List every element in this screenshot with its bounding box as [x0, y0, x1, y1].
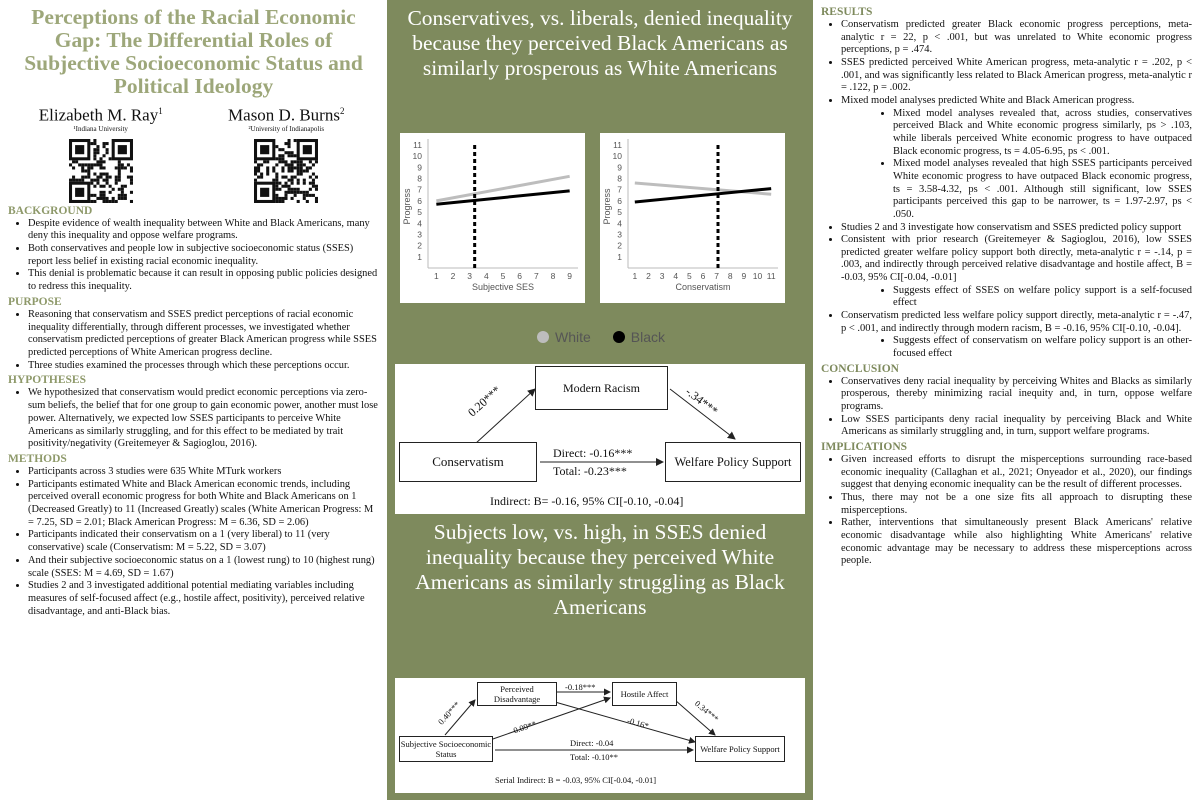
y-tick-label: 1 [617, 251, 622, 262]
y-tick-label: 11 [413, 140, 422, 150]
indirect-effect: Indirect: B= -0.16, 95% CI[-0.10, -0.04] [490, 494, 684, 508]
x-tick-label: 9 [741, 271, 747, 281]
x-tick-label: 5 [686, 271, 692, 281]
figure-heading-1: Conservatives, vs. liberals, denied inequality because they perceived Black Americans as similarly prosperous as White Americans [407, 6, 793, 80]
bullet-item [841, 517, 1192, 568]
x-tick-label: 3 [659, 271, 665, 281]
x-tick-label: 5 [500, 271, 506, 281]
section-heading: BACKGROUND [8, 204, 93, 217]
chart-conservatism-progress [600, 133, 785, 303]
x-tick-label: 8 [550, 271, 556, 281]
y-tick-label: 10 [612, 151, 622, 162]
sub-bullet-item: • Mixed model analyses revealed that high SSES participants perceived White economic progress to have outpaced Black economic progress, ts = 3.58-4.32, ps < .001. Although still significant, low SSES participants perceived this gap to be narrower, ts = 1.97-2.97, ps < .050. [893, 158, 1192, 221]
node-welfare-policy-support: Welfare Policy Support [665, 442, 801, 482]
y-tick-label: 5 [617, 207, 622, 218]
path-label-m1-m2: -0.18*** [565, 682, 596, 692]
bullet-item: • This denial is problematic because it can result in opposing public policies designed to redress this inequality. [28, 268, 379, 293]
y-tick-label: 9 [417, 162, 422, 173]
y-tick-label: 7 [417, 184, 422, 195]
y-tick-label: 8 [417, 173, 422, 184]
y-tick-label: 7 [617, 184, 622, 195]
bullet-item [841, 234, 1192, 310]
path-label-total-2: Total: -0.10** [570, 752, 619, 762]
section-heading: HYPOTHESES [8, 374, 86, 387]
bullet-list [821, 376, 1192, 439]
path-label-b: -.34*** [682, 384, 721, 419]
qr-finder-center [118, 145, 127, 154]
path-label-m2-y: 0.34*** [693, 698, 721, 724]
right-column [813, 0, 1200, 800]
legend-white-label: White [555, 329, 591, 345]
author-affiliation: ¹Indiana University [73, 124, 128, 133]
chart-ses-progress [400, 133, 585, 303]
bullet-text: Rather, interventions that simultaneously present Black Americans' relative economic disadvantage while also highlighting White Americans' relative economic advantage may be necessary to address these misperceptions across people. [841, 517, 1192, 567]
author-sup: 2 [339, 106, 345, 116]
path-label-total: Total: -0.23*** [553, 464, 627, 478]
bullet-text: Conservatism predicted less welfare policy support directly, meta-analytic r = -.47, p < .001, and indirectly through modern racism, B = -0.16, 95% CI[-0.10, -0.04]. [841, 310, 1192, 334]
qr-finder-center [75, 187, 84, 196]
x-tick-label: 2 [450, 271, 456, 281]
path-label-direct: Direct: -0.16*** [553, 446, 633, 460]
x-tick-label: 4 [673, 271, 679, 281]
section-heading: CONCLUSION [821, 362, 899, 375]
figure-heading-2: Subjects low, vs. high, in SSES denied inequality because they perceived White Americans as similarly struggling as Black Americans [415, 520, 785, 619]
bullet-item [841, 310, 1192, 361]
bullet-item [841, 414, 1192, 439]
x-tick-label: 6 [700, 271, 706, 281]
bullet-text: Low SSES participants deny racial inequality by perceiving Black and White Americans as similarly struggling and, in turn, support welfare programs. [841, 413, 1192, 438]
node-modern-racism: Modern Racism [535, 366, 668, 410]
y-tick-label: 4 [617, 218, 622, 229]
y-tick-label: 8 [617, 173, 622, 184]
bullet-list [821, 454, 1192, 568]
legend-white-marker [537, 331, 549, 343]
x-tick-label: 10 [752, 271, 763, 281]
x-tick-label: 1 [632, 271, 638, 281]
sub-bullet-item: • Suggests effect of conservatism on welfare policy support is an other-focused effect [893, 335, 1192, 360]
bullet-list [8, 466, 379, 618]
bullet-text: SSES predicted perceived White American progress, meta-analytic r = .202, p < .001, and was significantly less related to Black American progress, meta-analytic r = .122, p = .002. [841, 56, 1192, 94]
bullet-item [841, 57, 1192, 95]
x-tick-label: 3 [467, 271, 473, 281]
x-tick-label: 7 [714, 271, 720, 281]
bullet-item: • Participants across 3 studies were 635 White MTurk workers [28, 466, 379, 479]
bullet-item [841, 376, 1192, 414]
series-line-white [635, 183, 771, 194]
chart-legend [537, 329, 665, 345]
qr-finder-center [260, 145, 269, 154]
bullet-text: Conservatism predicted greater Black economic progress perceptions, meta-analytic r = 22, p < .001, but was unrelated to White economic progress perceptions, p = .474. [841, 19, 1192, 56]
sub-bullet-item: • Mixed model analyses revealed that, across studies, conservatives perceived Black and White economic progress similarly, ps > .103, while liberals perceived White economic progress to have outpaced Black economic progress, ts = 4.05-6.95, ps < .001. [893, 108, 1192, 159]
bullet-item [841, 95, 1192, 222]
bullet-list [8, 218, 379, 294]
path-label-m1-y: -0.16* [626, 715, 650, 731]
bullet-item [841, 454, 1192, 492]
y-tick-label: 10 [412, 151, 422, 162]
bullet-text: Thus, there may not be a one size fits all approach to disrupting these misperceptions. [841, 491, 1192, 516]
qr-code-icon[interactable] [69, 139, 133, 203]
y-tick-label: 5 [417, 207, 422, 218]
sub-bullet-item: • Suggests effect of SSES on welfare policy support is a self-focused effect [893, 285, 1192, 310]
x-tick-label: 4 [483, 271, 489, 281]
author-name: Mason D. Burns [228, 105, 340, 125]
y-tick-label: 1 [417, 251, 422, 262]
section-heading: IMPLICATIONS [821, 441, 908, 453]
left-column [0, 0, 387, 800]
node-perceived-disadvantage: Perceived Disadvantage [477, 682, 557, 706]
sub-bullet-list [841, 335, 1192, 360]
x-axis-label: Conservatism [675, 282, 731, 292]
bullet-list [821, 19, 1192, 361]
bullet-text: Studies 2 and 3 investigate how conservatism and SSES predicted policy support [841, 221, 1182, 233]
y-tick-label: 2 [417, 240, 422, 251]
bullet-text: Given increased efforts to disrupt the misperceptions surrounding race-based economic inequality (Callaghan et al., 2021; Onyeador et al., 2020), our findings suggest that denying economic inequality can be the result of different processes. [841, 454, 1192, 491]
authors [8, 102, 379, 203]
author-affiliation: ²University of Indianapolis [248, 124, 325, 133]
y-tick-label: 3 [417, 229, 422, 240]
y-axis-label: Progress [602, 188, 612, 225]
bullet-item: • Three studies examined the processes through which these perceptions occur. [28, 360, 379, 373]
bullet-item: • And their subjective socioeconomic status on a 1 (lowest rung) to 10 (highest rung) scale (SSES: M = 4.69, SD = 1.67) [28, 555, 379, 580]
y-axis-label: Progress [402, 188, 412, 225]
qr-finder-center [75, 145, 84, 154]
bullet-list [8, 387, 379, 451]
bullet-item: • Participants estimated White and Black American economic trends, including perceived overall economic progress for both White and Black Americans on 1 (Decreased Greatly) to 11 (Increased Greatly) scales (White American Progress: M = 7.25, SD = 2.01; Black American Progress: M = 6.36, SD = 2.06) [28, 479, 379, 530]
node-hostile-affect: Hostile Affect [612, 682, 677, 706]
y-tick-label: 6 [617, 195, 622, 206]
mediation-diagram-1 [395, 364, 805, 514]
bullet-item: • Both conservatives and people low in subjective socioeconomic status (SSES) report less belief in existing racial economic inequality. [28, 243, 379, 268]
author-name: Elizabeth M. Ray [38, 105, 159, 125]
bullet-item: • We hypothesized that conservatism would predict economic perceptions via zero-sum beliefs, the belief that for one group to gain economic power, another must lose power. Alternatively, we expected low SSES participants to perceive White Americans as similarly struggling, and for this effect to be mediated by trait positivity/negativity (Greitemeyer & Sagioglou, 2016). [28, 387, 379, 451]
middle-column [387, 0, 813, 800]
path-label-a: 0.20*** [464, 382, 504, 420]
x-tick-label: 6 [517, 271, 523, 281]
node-subjective-ses: Subjective Socioeconomic Status [399, 736, 493, 762]
legend-black-marker [613, 331, 625, 343]
bullet-item [841, 222, 1192, 235]
poster-title: Perceptions of the Racial Economic Gap: The Differential Roles of Subjective Socioeconomic Status and Political Ideology [24, 5, 363, 98]
y-tick-label: 6 [417, 195, 422, 206]
section-heading: RESULTS [821, 6, 873, 18]
bullet-item: • Participants indicated their conservatism on a 1 (very liberal) to 11 (very conservative) scale (Conservatism: M = 5.22, SD = 3.07) [28, 529, 379, 554]
x-tick-label: 7 [533, 271, 539, 281]
node-welfare-policy-support-2: Welfare Policy Support [695, 736, 785, 762]
bullet-item: • Studies 2 and 3 investigated additional potential mediating variables including measures of self-focused affect (e.g., hostile affect, positivity), perceived relative disadvantage, and anti-Black bias. [28, 580, 379, 618]
y-tick-label: 2 [617, 240, 622, 251]
x-tick-label: 1 [433, 271, 439, 281]
qr-code-icon[interactable] [254, 139, 318, 203]
bullet-item: • Despite evidence of wealth inequality between White and Black Americans, many deny this inequality and oppose welfare programs. [28, 218, 379, 243]
bullet-list [8, 309, 379, 373]
left-sections [8, 205, 379, 619]
qr-finder-center [303, 145, 312, 154]
y-tick-label: 4 [417, 218, 422, 229]
serial-indirect-effect: Serial Indirect: B = -0.03, 95% CI[-0.04, -0.01] [495, 775, 657, 785]
author-sup: 1 [158, 106, 163, 116]
bullet-item [841, 19, 1192, 57]
author-2 [206, 102, 366, 203]
sub-bullet-list [841, 285, 1192, 310]
x-tick-label: 11 [766, 271, 776, 281]
path-label-x-m2: 0.09** [512, 718, 538, 736]
bullet-text: Mixed model analyses predicted White and Black American progress. [841, 94, 1135, 106]
sub-bullet-list [841, 108, 1192, 222]
series-line-black [635, 189, 771, 202]
x-tick-label: 9 [567, 271, 573, 281]
path-label-x-m1: 0.40*** [435, 699, 462, 727]
mediation-diagram-2 [395, 678, 805, 793]
bullet-text: Conservatives deny racial inequality by perceiving Whites and Blacks as similarly prosperous, thereby minimizing racial inequity and, in turn, oppose welfare programs. [841, 375, 1192, 413]
bullet-text: Consistent with prior research (Greitemeyer & Sagioglou, 2016), low SSES predicted greater welfare policy support both directly, meta-analytic r = -.14, p = .003, and indirectly through perceived relative disadvantage and hostile affect, B = -0.03, 95% CI[-0.04, -0.01] [841, 234, 1192, 284]
y-tick-label: 9 [617, 162, 622, 173]
node-conservatism: Conservatism [399, 442, 537, 482]
y-tick-label: 3 [617, 229, 622, 240]
path-label-direct-2: Direct: -0.04 [570, 738, 614, 748]
section-heading: PURPOSE [8, 295, 62, 308]
bullet-item [841, 492, 1192, 517]
bullet-item: • Reasoning that conservatism and SSES predict perceptions of racial economic inequality differentially, through different processes, we investigated whether conservatism predicted perceptions of greater Black American progress while SSES predicted perceptions of White American progress decline. [28, 309, 379, 360]
y-tick-label: 11 [613, 140, 622, 150]
author-1 [21, 102, 181, 203]
x-tick-label: 8 [727, 271, 733, 281]
x-tick-label: 2 [646, 271, 651, 281]
x-axis-label: Subjective SES [471, 282, 535, 292]
legend-black-label: Black [630, 329, 666, 345]
section-heading: METHODS [8, 452, 67, 465]
qr-finder-center [260, 187, 269, 196]
